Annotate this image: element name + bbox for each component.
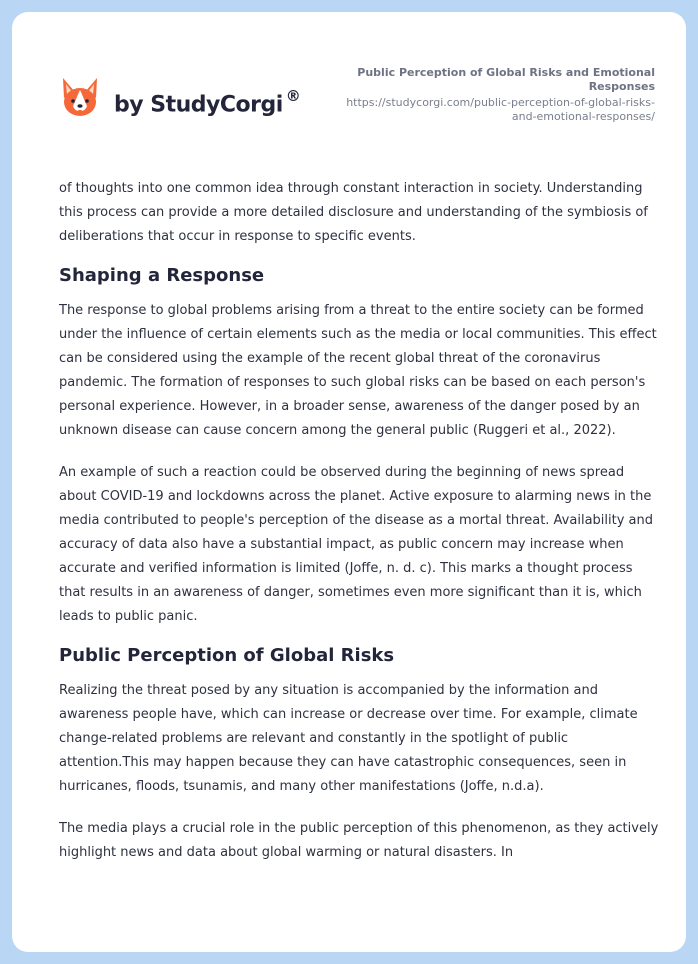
section-heading-public-perception: Public Perception of Global Risks (59, 645, 395, 666)
paragraph: The response to global problems arising from a threat to the entire society can be formed under the influence of certain elements such as the media or local communities. This effect can be considered using the example of the recent global threat of the coronavirus pandemic. The formation of responses to such global risks can be based on each person's personal experience. However, in a broader sense, awareness of the danger posed by an unknown disease can cause concern among the general public (Ruggeri et al., 2022). (59, 303, 657, 438)
article-body (59, 177, 659, 865)
paragraph: The media plays a crucial role in the public perception of this phenomenon, as they actively highlight news and data about global warming or natural disasters. In (59, 821, 659, 860)
brand-name: by StudyCorgi ® (114, 86, 301, 118)
corgi-icon (60, 76, 100, 120)
studycorgi-logo[interactable] (60, 76, 300, 120)
document-title: Public Perception of Global Risks and Emotional Responses (357, 66, 655, 93)
document-page (12, 12, 686, 952)
paragraph: Realizing the threat posed by any situation is accompanied by the information and awareness people have, which can increase or decrease over time. For example, climate change-related problems are relevant and constantly in the spotlight of public attention.This may happen because they can have catastrophic consequences, seen in hurricanes, floods, tsunamis, and many other manifestations (Joffe, n.d.a). (59, 683, 638, 794)
document-url[interactable]: https://studycorgi.com/public-perception-of-global-risks-and-emotional-responses/ (346, 96, 655, 123)
intro-paragraph: of thoughts into one common idea through constant interaction in society. Understanding this process can provide a more detailed disclosure and understanding of the symbiosis of deliberations that occur in response to specific events. (59, 181, 648, 244)
section-heading-shaping-response: Shaping a Response (59, 265, 265, 286)
document-header (325, 66, 655, 124)
paragraph: An example of such a reaction could be observed during the beginning of news spread about COVID-19 and lockdowns across the planet. Active exposure to alarming news in the media contributed to people's perception of the disease as a mortal threat. Availability and accuracy of data also have a substantial impact, as public concern may increase when accurate and verified information is limited (Joffe, n. d. c). This marks a thought process that results in an awareness of danger, sometimes even more significant than it is, which leads to public panic. (59, 465, 654, 624)
